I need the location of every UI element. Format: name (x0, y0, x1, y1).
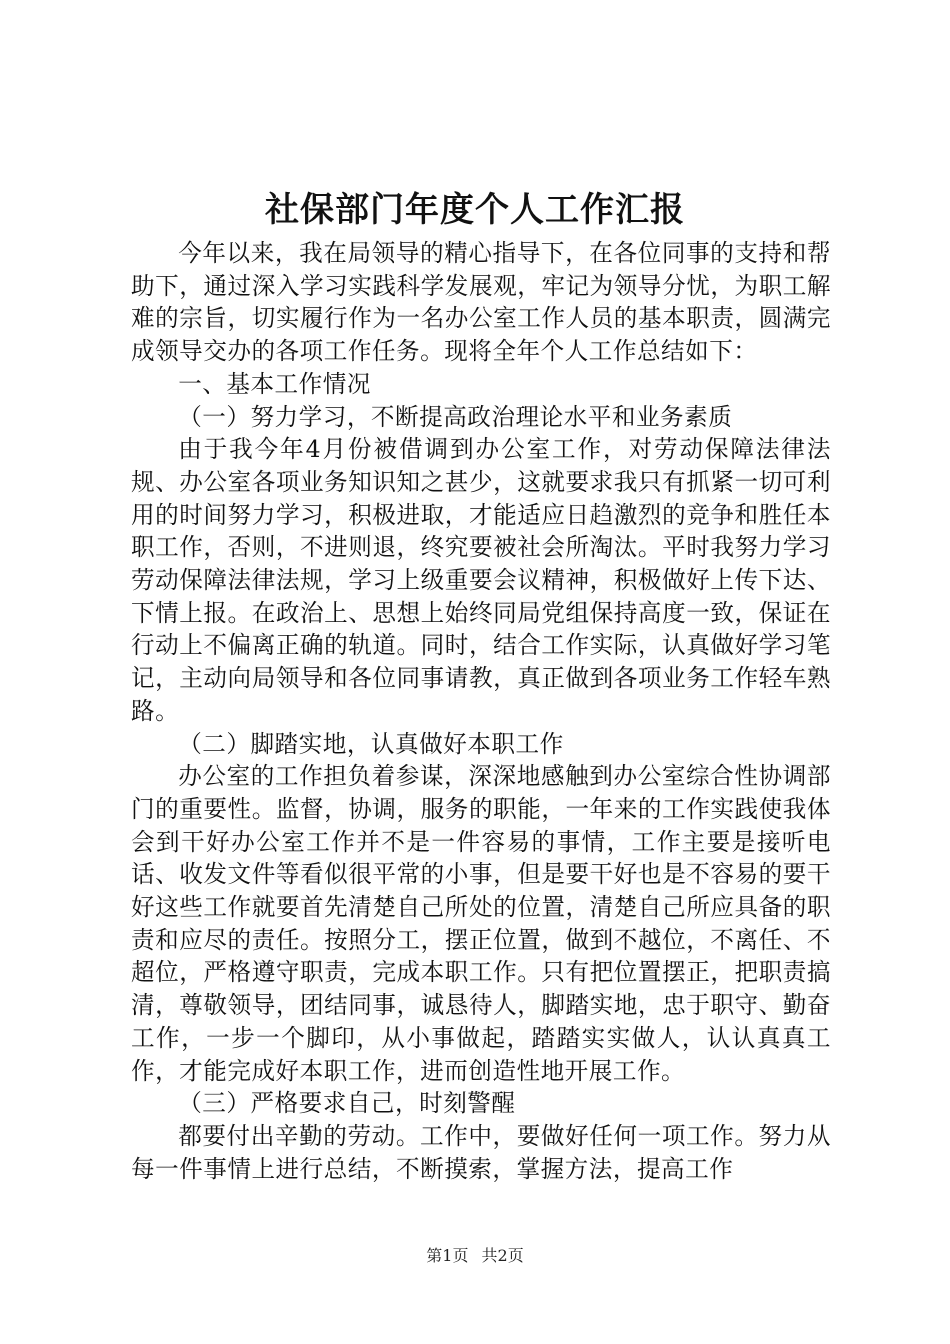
subsection-heading-study: （一）努力学习，不断提高政治理论水平和业务素质 (178, 402, 733, 431)
paragraph-duty: 办公室的工作担负着参谋，深深地感触到办公室综合性协调部门的重要性。监督，协调，服务的职能，一年来的工作实践使我体会到干好办公室工作并不是一件容易的事情，工作主要是接听电话、收发文件等看似很平常的小事，但是要干好也是不容易的要干好这些工作就要首先清楚自己所处的位置，清楚自己所应具备的职责和应尽的责任。按照分工，摆正位置，做到不越位，不离任、不超位，严格遵守职责，完成本职工作。只有把位置摆正，把职责搞清，尊敬领导，团结同事，诚恳待人，脚踏实地，忠于职守、勤奋工作，一步一个脚印，从小事做起，踏踏实实做人，认认真真工作，才能完成好本职工作，进而创造性地开展工作。 (131, 762, 831, 1085)
paragraph-intro: 今年以来，我在局领导的精心指导下，在各位同事的支持和帮助下，通过深入学习实践科学发展观，牢记为领导分忧，为职工解难的宗旨，切实履行作为一名办公室工作人员的基本职责，圆满完成领导交办的各项工作任务。现将全年个人工作总结如下： (131, 239, 831, 366)
page-number: 第1页 (426, 1246, 469, 1265)
subsection-heading-duty: （二）脚踏实地，认真做好本职工作 (178, 729, 564, 758)
subsection-heading-discipline: （三）严格要求自己，时刻警醒 (178, 1089, 516, 1118)
paragraph-study: 由于我今年4月份被借调到办公室工作，对劳动保障法律法规、办公室各项业务知识知之甚少，这就要求我只有抓紧一切可利用的时间努力学习，积极进取，才能适应日趋激烈的竞争和胜任本职工作，否则，不进则退，终究要被社会所淘汰。平时我努力学习劳动保障法律法规，学习上级重要会议精神，积极做好上传下达、下情上报。在政治上、思想上始终同局党组保持高度一致，保证在行动上不偏离正确的轨道。同时，结合工作实际，认真做好学习笔记，主动向局领导和各位同事请教，真正做到各项业务工作轻车熟路。 (131, 435, 831, 725)
document-title: 社保部门年度个人工作汇报 (265, 190, 685, 230)
page-total: 共2页 (481, 1246, 524, 1265)
paragraph-discipline: 都要付出辛勤的劳动。工作中，要做好任何一项工作。努力从每一件事情上进行总结，不断摸索，掌握方法，提高工作 (131, 1121, 831, 1183)
page-footer (0, 1244, 950, 1268)
section-heading-basic: 一、基本工作情况 (178, 369, 371, 398)
document-body (131, 237, 831, 1185)
